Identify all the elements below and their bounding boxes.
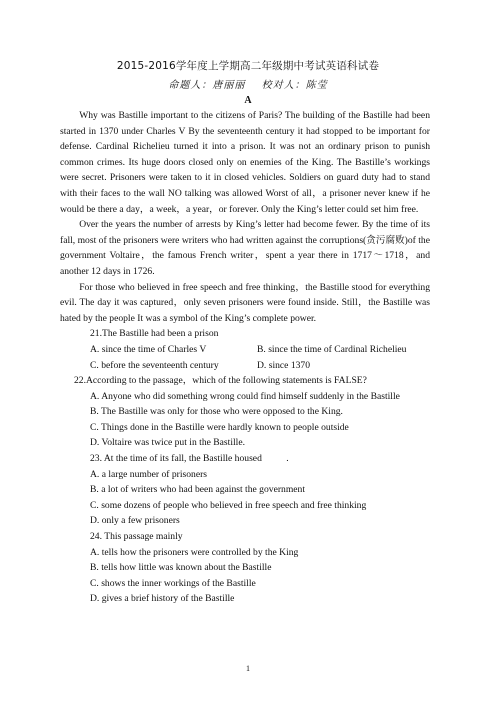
question-23-stem: 23. At the time of its fall, the Bastille housed: [90, 453, 262, 465]
question-22-option-d: D. Voltaire was twice put in the Bastille.: [90, 437, 245, 449]
author-name: 命题人：唐丽丽: [168, 80, 246, 91]
question-21-options-row1: [60, 342, 430, 358]
question-24-option-c: C. shows the inner workings of the Bastille: [90, 577, 256, 589]
passage-paragraph: Why was Bastille important to the citizens of Paris? The building of the Bastille had been started in 1370 under Charles V By the seventeenth century it had stopped to be important for defense. Cardinal Richelieu turned it into a prison. It was not an ordinary prison to punish common crimes. Its huge doors closed only on enemies of the King. The Bastille’s workings were secret. Prisoners were taken to it in closed vehicles. Soldiers on guard duty had to stand with their faces to the wall NO talking was allowed Worst of all，a prisoner never knew if he would be there a day，a week，a year，or forever. Only the King’s letter could set him free.: [60, 110, 430, 215]
question-21-stem: 21.The Bastille had been a prison: [90, 328, 219, 340]
reading-body: [60, 108, 430, 607]
passage-paragraph: Over the years the number of arrests by King’s letter had become fewer. By the time of its fall, most of the prisoners were writers who had written against the corruptions(贪污腐败)of the government Voltaire，the famous French writer，spent a year there in 1717～1718，and another 12 days in 1726.: [60, 219, 430, 277]
question-21-option-c: C. before the seventeenth century: [90, 359, 219, 371]
question-23-stem-line: [60, 451, 430, 467]
question-24-option-d: D. gives a brief history of the Bastille: [90, 593, 235, 605]
question-24-stem: 24. This passage mainly: [90, 531, 183, 543]
passage-paragraph: For those who believed in free speech and free thinking，the Bastille stood for everything evil. The day it was captured，only seven prisoners were found inside. Still，the Bastille was hated by the people It was a symbol of the King’s complete power.: [60, 281, 430, 324]
question-24-option-a: A. tells how the prisoners were controlled by the King: [90, 546, 299, 558]
page-number: 1: [246, 664, 250, 673]
question-21-option-a: A. since the time of Charles V: [90, 343, 207, 355]
checker-name: 校对人：陈莹: [261, 80, 328, 91]
answer-blank: [264, 460, 286, 461]
question-23-option-d: D. only a few prisoners: [90, 515, 180, 527]
question-21-options-row2: [60, 358, 430, 374]
question-22-stem: 22.According to the passage，which of the following statements is FALSE?: [74, 375, 367, 387]
page-title: 2015-2016学年度上学期高二年级期中考试英语科试卷: [116, 60, 380, 72]
author-line: [0, 76, 496, 91]
question-24-option-b: B. tells how little was known about the Bastille: [90, 562, 272, 574]
question-22-option-a: A. Anyone who did something wrong could find himself suddenly in the Bastille: [90, 390, 400, 402]
question-22-option-b: B. The Bastille was only for those who were opposed to the King.: [90, 406, 343, 418]
question-23-option-b: B. a lot of writers who had been against the government: [90, 484, 306, 496]
question-23-option-a: A. a large number of prisoners: [90, 468, 208, 480]
question-21-option-d: D. since 1370: [257, 359, 311, 371]
question-21-option-b: B. since the time of Cardinal Richelieu: [257, 343, 407, 355]
question-23-stem-end: .: [286, 453, 289, 465]
question-22-option-c: C. Things done in the Bastille were hardly known to people outside: [90, 421, 349, 433]
section-label: A: [244, 95, 252, 106]
question-23-option-c: C. some dozens of people who believed in free speech and free thinking: [90, 499, 367, 511]
